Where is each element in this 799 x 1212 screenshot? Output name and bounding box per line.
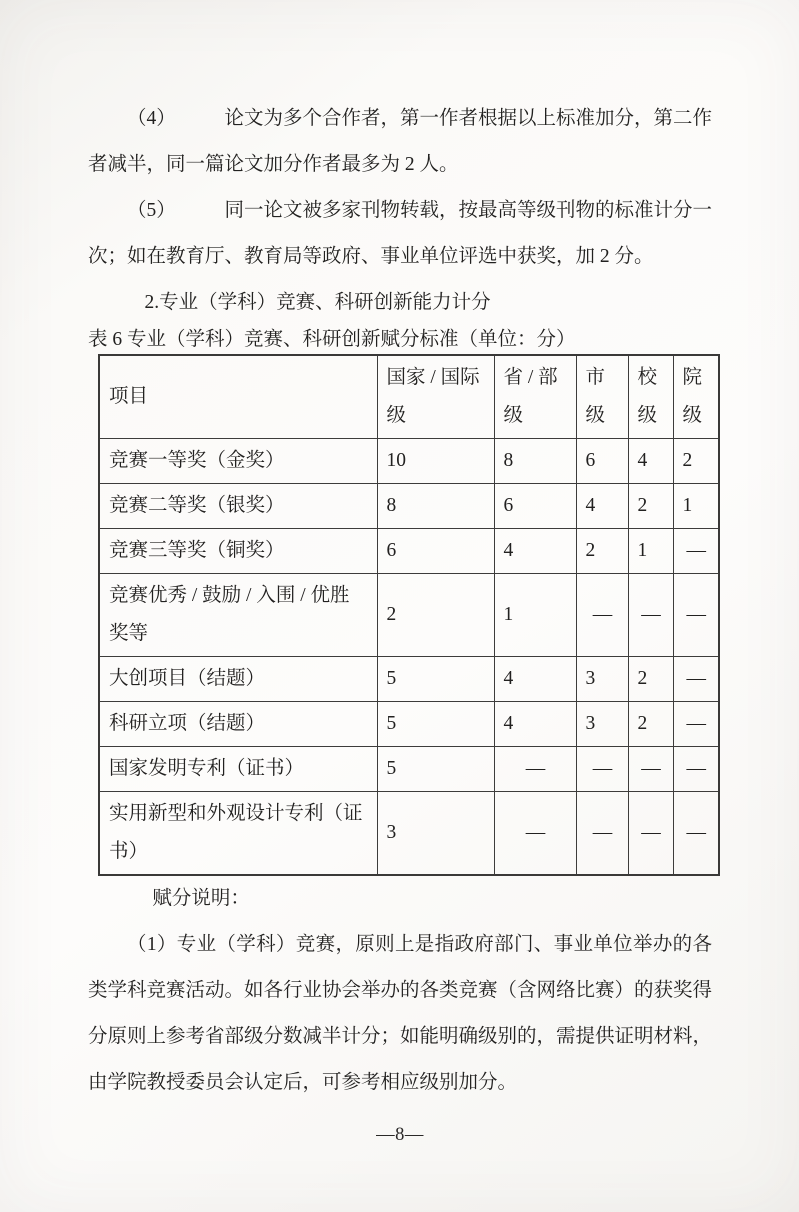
table-row — [99, 574, 719, 657]
table-cell-value: 4 — [576, 484, 628, 529]
table-cell-value: 5 — [377, 747, 494, 792]
table-cell-value: 8 — [494, 439, 576, 484]
table-cell-item: 科研立项（结题） — [99, 702, 377, 747]
table-cell-item: 竞赛三等奖（铜奖） — [99, 529, 377, 574]
table-header-cell: 国家 / 国际级 — [377, 355, 494, 439]
paragraph-note-1: （1）专业（学科）竞赛，原则上是指政府部门、事业单位举办的各类学科竞赛活动。如各行业协会举办的各类竞赛（含网络比赛）的获奖得分原则上参考省部级分数减半计分；如能明确级别的，需提供证明材料，由学院教授委员会认定后，可参考相应级别加分。 — [88, 934, 713, 1093]
table-cell-item: 大创项目（结题） — [99, 657, 377, 702]
table-cell-item: 实用新型和外观设计专利（证书） — [99, 792, 377, 876]
table-cell-value: — — [628, 792, 673, 876]
table-cell-value: 2 — [628, 484, 673, 529]
table-header-cell: 校级 — [628, 355, 673, 439]
table-row — [99, 439, 719, 484]
table-cell-value: 6 — [576, 439, 628, 484]
table-cell-value: — — [673, 657, 719, 702]
table-cell-value: — — [494, 792, 576, 876]
table-cell-item: 国家发明专利（证书） — [99, 747, 377, 792]
table-cell-value: — — [628, 574, 673, 657]
table-row — [99, 657, 719, 702]
table-cell-value: — — [576, 792, 628, 876]
table-cell-value: — — [628, 747, 673, 792]
table-cell-item: 竞赛优秀 / 鼓励 / 入围 / 优胜奖等 — [99, 574, 377, 657]
table-cell-value: 4 — [494, 657, 576, 702]
paragraph-4: （4） 论文为多个合作者，第一作者根据以上标准加分，第二作者减半，同一篇论文加分作者最多为 2 人。 — [88, 108, 713, 175]
notes-label: 赋分说明： — [152, 888, 250, 909]
table-cell-item: 竞赛二等奖（银奖） — [99, 484, 377, 529]
table-cell-value: 3 — [377, 792, 494, 876]
table-cell-value: 2 — [673, 439, 719, 484]
table-cell-value: — — [673, 792, 719, 876]
table-cell-value: 1 — [673, 484, 719, 529]
table-cell-value: — — [494, 747, 576, 792]
table-cell-value: 2 — [576, 529, 628, 574]
table-header-cell: 市级 — [576, 355, 628, 439]
page-number: —8— — [376, 1125, 424, 1145]
table-cell-value: 2 — [628, 702, 673, 747]
section-heading: 2.专业（学科）竞赛、科研创新能力计分 — [144, 292, 491, 313]
table-cell-value: 6 — [494, 484, 576, 529]
table-row — [99, 792, 719, 876]
table-cell-value: — — [673, 529, 719, 574]
paragraph-5: （5） 同一论文被多家刊物转载，按最高等级刊物的标准计分一次；如在教育厅、教育局等政府、事业单位评选中获奖，加 2 分。 — [88, 200, 713, 267]
table-body — [99, 439, 719, 876]
table-cell-item: 竞赛一等奖（金奖） — [99, 439, 377, 484]
table-cell-value: — — [673, 702, 719, 747]
table-cell-value: 4 — [628, 439, 673, 484]
table-cell-value: 2 — [628, 657, 673, 702]
table-cell-value: 1 — [494, 574, 576, 657]
table-row — [99, 484, 719, 529]
table-cell-value: — — [576, 574, 628, 657]
table-cell-value: 5 — [377, 657, 494, 702]
table-cell-value: 1 — [628, 529, 673, 574]
table-header-cell: 省 / 部级 — [494, 355, 576, 439]
table-row — [99, 529, 719, 574]
table-cell-value: — — [673, 574, 719, 657]
table-header-cell: 院级 — [673, 355, 719, 439]
table-row — [99, 747, 719, 792]
table-cell-value: 10 — [377, 439, 494, 484]
table-cell-value: 8 — [377, 484, 494, 529]
table-header-cell: 项目 — [99, 355, 377, 439]
table-cell-value: 3 — [576, 657, 628, 702]
table-cell-value: 4 — [494, 529, 576, 574]
table-cell-value: — — [673, 747, 719, 792]
table-header-row — [99, 355, 719, 439]
score-table — [98, 354, 720, 876]
table-cell-value: 5 — [377, 702, 494, 747]
table-cell-value: 4 — [494, 702, 576, 747]
table-cell-value: 2 — [377, 574, 494, 657]
table-cell-value: — — [576, 747, 628, 792]
table-caption: 表 6 专业（学科）竞赛、科研创新赋分标准（单位：分） — [88, 329, 576, 350]
table-cell-value: 3 — [576, 702, 628, 747]
table-cell-value: 6 — [377, 529, 494, 574]
table-row — [99, 702, 719, 747]
